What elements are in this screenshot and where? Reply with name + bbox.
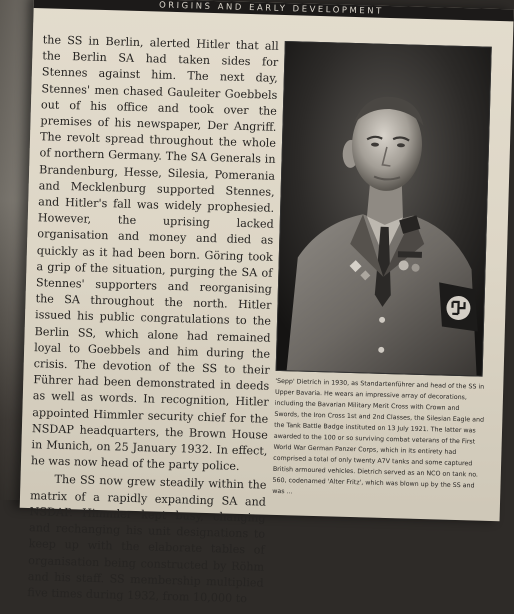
portrait-photo-drawing [277, 42, 491, 376]
portrait-photo [276, 41, 492, 377]
body-text-column [27, 32, 279, 607]
running-header-title: ORIGINS AND EARLY DEVELOPMENT [158, 0, 384, 17]
running-header-band [34, 0, 514, 21]
book-page [20, 0, 514, 606]
photo-caption: 'Sepp' Dietrich in 1930, as Standartenführer and head of the SS in Upper Bavaria. He wears an impressive array of decorations, including the Bavarian Military Merit Cross with Crown and Swords, the Iron Cross 1st and 2nd Classes, the Silesian Eagle and the Tank Battle Badge instituted on 13 July 1921. The latter was awarded to the 100 or so surviving combat veterans of the First World War German Panzer Corps, which in its entirety had comprised a total of only twenty A7V tanks and some captured British armoured vehicles. Dietrich served as an NCO on tank no. 560, codenamed 'Alter Fritz', which was blown up by the SS and was ... [272, 377, 485, 496]
body-paragraph-1: the SS in Berlin, alerted Hitler that all the Berlin SA had taken sides for Stennes against him. The next day, Stennes' men chased Gauleiter Goebbels out of his office and took over the premises of his newspaper, Der Angriff. The revolt spread throughout the whole of northern Germany. The SA Generals in Brandenburg, Hesse, Silesia, Pomerania and Mecklenburg supported Stennes, and Hitler's fall was widely prophesied. However, the uprising lacked organisation and money and died as quickly as it had been born. Göring took a grip of the situation, purging the SA of Stennes' supporters and reorganising the SA throughout the north. Hitler issued his public congratulations to the Berlin SS, which alone had remained loyal to Goebbels and him during the crisis. The devotion of the SS to their Führer had been demonstrated in deeds as well as words. In recognition, Hitler appointed Himmler security chief for the NSDAP headquarters, the Brown House in Munich, on 25 January 1932. In effect, he was now head of the party police. [30, 33, 279, 474]
body-paragraph-2: The SS now grew steadily within the matrix of a rapidly expanding SA and NSDAP. Himmler kept busy, changing and rechanging his unit designations to keep up with the elaborate tables of organisation being constructed by Röhm and his staff. SS membership multiplied five times during 1932, from 10,000 to [27, 473, 267, 606]
